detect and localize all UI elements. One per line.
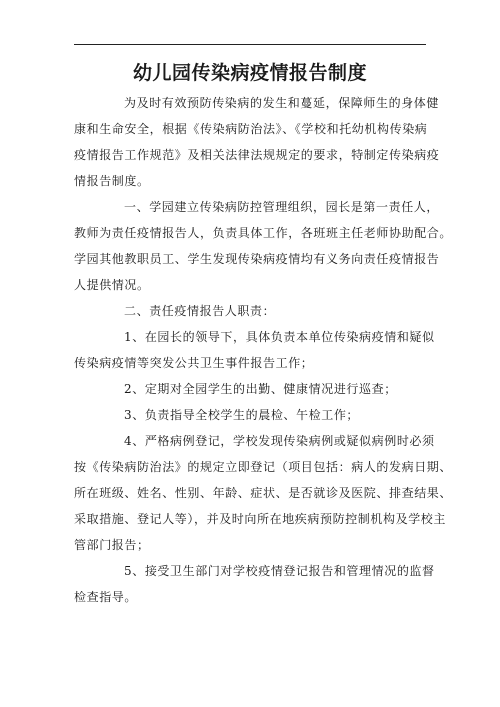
text-line: 管部门报告； xyxy=(74,538,150,552)
document-title: 幼儿园传染病疫情报告制度 xyxy=(132,62,367,84)
text-line: 传染病疫情等突发公共卫生事件报告工作； xyxy=(74,356,314,370)
text-line: 2、定期对全园学生的出勤、健康情况进行巡查； xyxy=(124,382,397,396)
section-heading: 二、责任疫情报告人职责： xyxy=(124,304,276,318)
text-line: 所在班级、姓名、性别、年龄、症状、是否就诊及医院、排查结果、 xyxy=(74,486,453,500)
text-line: 5、接受卫生部门对学校疫情登记报告和管理情况的监督 xyxy=(124,564,435,578)
text-line: 为及时有效预防传染病的发生和蔓延，保障师生的身体健 xyxy=(124,96,440,110)
text-line: 检查指导。 xyxy=(74,590,138,604)
header-rule xyxy=(74,44,426,45)
text-line: 一、学园建立传染病防控管理组织，园长是第一责任人， xyxy=(124,200,440,214)
text-line: 1、在园长的领导下，具体负责本单位传染病疫情和疑似 xyxy=(124,330,435,344)
text-line: 4、严格病例登记，学校发现传染病例或疑似病例时必须 xyxy=(124,434,435,448)
text-line: 按《传染病防治法》的规定立即登记（项目包括：病人的发病日期、 xyxy=(74,460,453,474)
text-line: 3、负责指导全校学生的晨检、午检工作； xyxy=(124,408,360,422)
text-line: 人提供情况。 xyxy=(74,278,150,292)
text-line: 采取措施、登记人等），并及时向所在地疾病预防控制机构及学校主 xyxy=(74,512,447,526)
text-line: 情报告制度。 xyxy=(74,174,150,188)
text-line: 学园其他教职员工、学生发现传染病疫情均有义务向责任疫情报告 xyxy=(74,252,440,266)
text-line: 疫情报告工作规范》及相关法律法规规定的要求，特制定传染病疫 xyxy=(74,148,440,162)
text-line: 康和生命安全，根据《传染病防治法》、《学校和托幼机构传染病 xyxy=(74,122,428,136)
text-line: 教师为责任疫情报告人，负责具体工作，各班班主任老师协助配合。 xyxy=(74,226,453,240)
